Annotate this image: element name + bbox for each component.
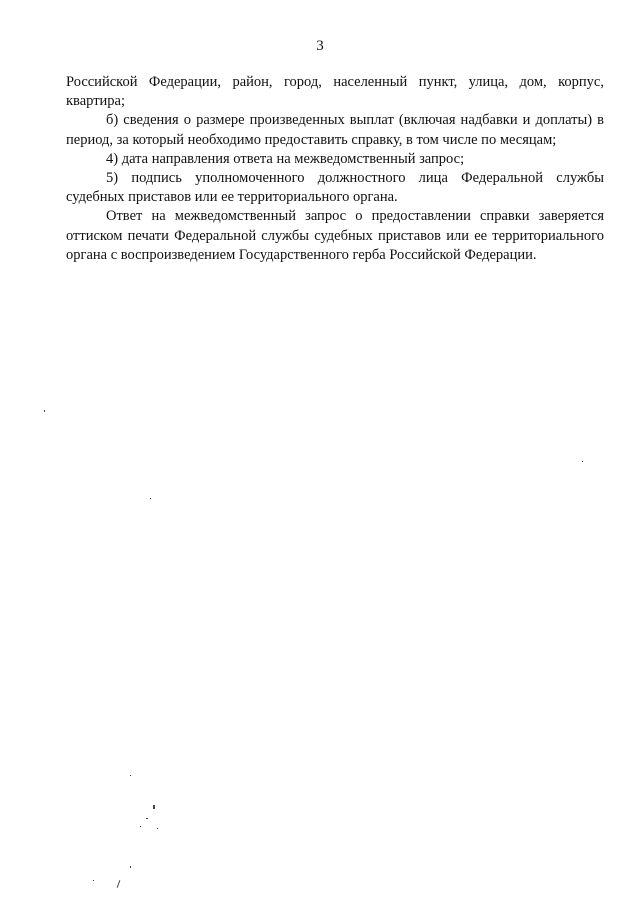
- scan-speck: [130, 866, 131, 868]
- scan-speck: [146, 818, 148, 819]
- document-body: [66, 73, 604, 265]
- paragraph-address-continuation: Российской Федерации, район, город, населенный пункт, улица, дом, корпус, квартира;: [66, 74, 604, 110]
- scan-speck: [44, 410, 45, 412]
- scan-speck: [153, 805, 155, 809]
- scan-speck: [130, 775, 131, 776]
- paragraph-response-date: 4) дата направления ответа на межведомственный запрос;: [106, 150, 465, 167]
- scan-speck: [93, 880, 94, 881]
- paragraph-seal-certification: Ответ на межведомственный запрос о предоставлении справки заверяется оттиском печати Федеральной службы судебных приставов или ее территориального органа с воспроизведением Государственного герба Российской Федерации.: [66, 208, 604, 263]
- scan-speck: [150, 498, 151, 499]
- scan-speck: [157, 828, 158, 829]
- paragraph-signature: 5) подпись уполномоченного должностного лица Федеральной службы судебных приставов или ее территориального органа.: [66, 170, 604, 206]
- scan-speck: [117, 880, 121, 888]
- page-number: 3: [316, 38, 324, 54]
- scan-speck: [140, 826, 141, 827]
- paragraph-payments-info: б) сведения о размере произведенных выплат (включая надбавки и доплаты) в период, за который необходимо предоставить справку, в том числе по месяцам;: [66, 112, 604, 148]
- scan-speck: [582, 461, 583, 462]
